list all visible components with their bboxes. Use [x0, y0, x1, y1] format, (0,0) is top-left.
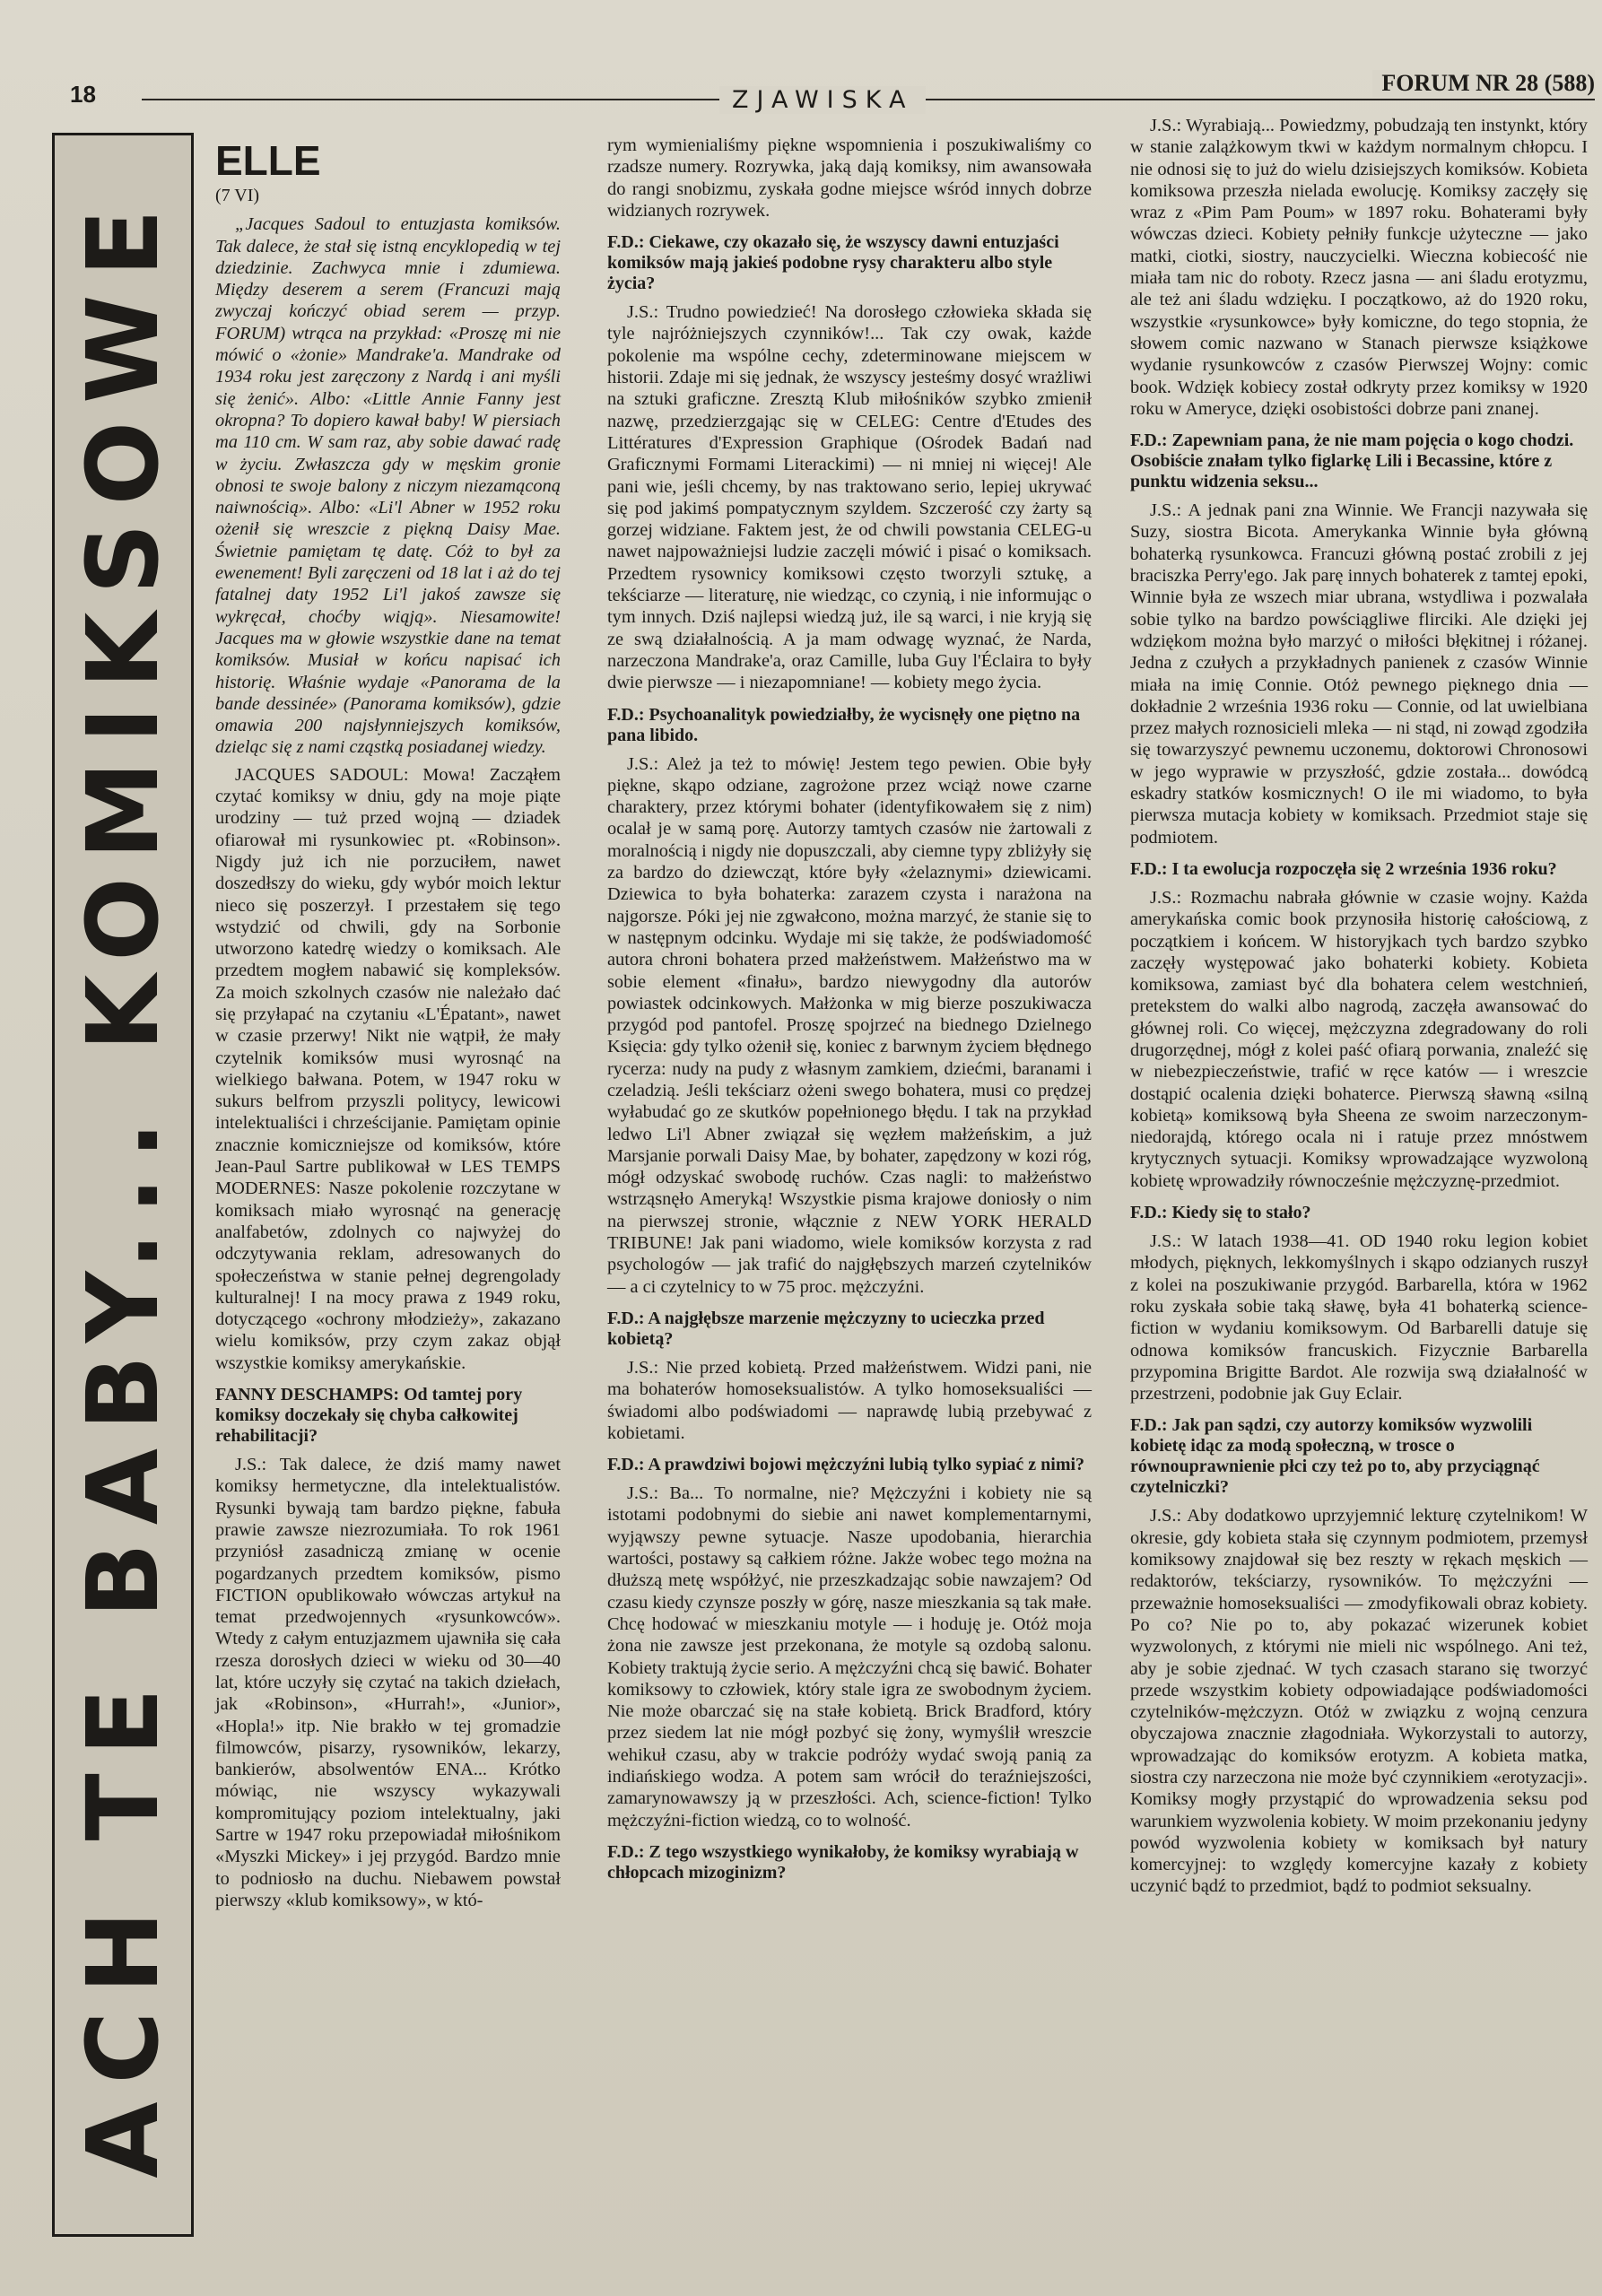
paragraph: J.S.: A jednak pani zna Winnie. We Francji nazywała się Suzy, siostra Bicota. Amerykanka Winnie była główną bohaterką rysunkowca. Francuzi główną postać zrobili z jej braciszka Perry'ego. Jak parę innych bohaterek z tamtej epoki, Winnie była ze wszech miar ubrana, wstydliwa i pozwalała sobie tylko na bardzo powściągliwe flirciki. Ale dzięki jej wdziękom można było marzyć o miłości błękitnej i różanej. Jedna z czułych a przykładnych panienek z czasów Winnie miała na imię Connie. Otóż pewnego pięknego dnia — dokładnie 2 września 1936 roku — Connie, od lat uwielbiana przez małych roznosicieli mleka — ni stąd, ni zowąd zgodziła się towarzyszyć pewnemu uczonemu, doktorowi Chronosowi w jego wyprawie w przyszłość, gdzie została... dowódcą eskadry statków kosmicznych! O ile mi wiadomo, to była pierwsza mutacja kobiety w komiksach. Przedmiot staje się podmiotem. [1130, 500, 1588, 848]
page-number: 18 [70, 81, 96, 108]
paragraph: J.S.: Aby dodatkowo uprzyjemnić lekturę czytelnikom! W okresie, gdy kobieta stała się czynnym podmiotem, przemysł komiksowy znajdował się bez reszty w rękach męskich — redaktorów, tekściarzy, rysowników. To mężczyźni — przeważnie homoseksualiści — zmodyfikowali obraz kobiety. Po co? Nie po to, aby pokazać wizerunek kobiet wyzwolonych, z którymi nie mieli nic wspólnego. Ani też, aby je sobie zjednać. W tych czasach starano się tworzyć przede wszystkim kobiety odpowiadające podświadomości czytelników-mężczyzn. Otóż w związku z wojną cenzura obyczajowa znacznie złagodniała. Wykorzystali to autorzy, wprowadzając do komiksów erotyzm. A kobieta matka, siostra czy narzeczona nie może być czynnikiem «erotyzacji». Komiksy mogły przystąpić do wprowadzenia seksu pod warunkiem wyzwolenia kobiety. W moim przekonaniu jedyny powód wyzwolenia kobiety w komiksach był natury komercyjnej: to względy komercyjne kazały z kobiety uczynić bądź to przedmiot, bądź to podmiot seksualny. [1130, 1506, 1588, 1897]
question: FANNY DESCHAMPS: Od tamtej pory komiksy doczekały się chyba całkowitej rehabilitacji? [215, 1385, 523, 1447]
page-header [70, 63, 1595, 117]
column-3 [1130, 115, 1588, 1903]
column-1 [215, 138, 561, 1917]
question: F.D.: Kiedy się to stało? [1130, 1203, 1311, 1223]
question: F.D.: I ta ewolucja rozpoczęła się 2 września 1936 roku? [1130, 858, 1557, 879]
question: F.D.: Zapewniam pana, że nie mam pojęcia o kogo chodzi. Osobiście znałam tylko figlarkę Lili i Becassine, które z punktu widzenia seksu... [1130, 430, 1574, 492]
paragraph: J.S.: Ależ ja też to mówię! Jestem tego pewien. Obie były piękne, skąpo odziane, zagrożone przez wciąż nowe czarne charaktery, przez którymi bohater (identyfikowałem się z nim) ocalał je w samą porę. Autorzy tamtych czasów nie żartowali z moralnością i nigdy nie dopuszczali, aby ciemne typy zbliżyły się za bardzo do dziewcząt, które były «żelaznymi» dziewicami. Dziewica to była bohaterka: zarazem czysta i narażona na najgorsze. Póki jej nie zgwałcono, można marzyć, że stanie się to w następnym odcinku. Wydaje mi się także, że podświadomość autora chroni bohatera przed małżeństwem. Małżeństwo ma w sobie element «finału», bardzo niewygodny dla autorów powiastek odcinkowych. Małżonka w mig bierze poszukiwacza przygód pod pantofel. Proszę spojrzeć na biednego Dzielnego Księcia: gdy tylko ożenił się, koniec z barwnym życiem błędnego rycerza: nudy na pudy z własnym zamkiem, dziećmi, baranami i czeladzią. Jeśli tekściarz ożeni swego bohatera, musi co prędzej wyłabudać go ze skutków popełnionego błędu. I tak na przykład ledwo Li'l Abner związał się węzłem małżeńskim, a już Marsjanie porwali Daisy Mae, by bohater, zapędzony w kozi róg, mógł odzyskać swobodę ruchów. Czas nagli: to małżeństwo wstrząsnęło Ameryką! Wszystkie pisma krajowe doniosły o nim na pierwszej stronie, włącznie z NEW YORK HERALD TRIBUNE! Jak pani wiadomo, wiele komiksów korzysta z rad psychologów — jak trafić do najgłębszych marzeń czytelników — a ci czytelnicy to w 75 proc. mężczyźni. [607, 753, 1092, 1297]
vertical-title-box [52, 133, 194, 2237]
question: F.D.: Jak pan sądzi, czy autorzy komiksów wyzwolili kobietę idąc za modą społeczną, w trosce o równouprawnienie płci czy też po to, aby przyciągnąć czytelniczki? [1130, 1415, 1540, 1498]
paragraph: rym wymienialiśmy piękne wspomnienia i poszukiwaliśmy co rzadsze numery. Rozrywka, jaką dają komiksy, nim awansowała do rangi snobizmu, zyskała godne miejsce wśród innych dobrze widzianych rozrywek. [607, 135, 1092, 221]
article-title: ACH TE BABY... KOMIKSOWE [65, 191, 180, 2179]
paragraph: JACQUES SADOUL: Mowa! Zacząłem czytać komiksy w dniu, gdy na moje piąte urodziny — tuż przed wojną — dziadek ofiarował mi rysunkowiec pt. «Robinson». Nigdy już ich nie porzuciłem, nawet doszedłszy do wieku, gdy wybór moich lektur nieco się poszerzył. I przestałem się tego wstydzić od chwili, gdy na Sorbonie utworzono katedrę wiedzy o komiksach. Ale przedtem mogłem nabawić się kompleksów. Za moich szkolnych czasów nie należało dać się przyłapać na czytaniu «L'Épatant», nawet w czasie przerwy! Nikt nie wątpił, że mały czytelnik komiksów musi wyrosnąć na wielkiego bałwana. Potem, w 1947 roku w sukurs belfrom przyszli politycy, lewicowi intelektualiści i chrześcijanie. Pamiętam opinie znacznie komiczniejsze od komiksów, które Jean-Paul Sartre publikował w LES TEMPS MODERNES: Nasze pokolenie rozczytane w komiksach miało wyrosnąć na generację analfabetów, zdolnych co najwyżej do odczytywania reklam, adresowanych do społeczeństwa w stanie pełnej degrengolady kulturalnej! I na mocy prawa z 1949 roku, dotyczącego «ochrony młodzieży», zakazano wielu komiksów, przy czym zakaz objął wszystkie komiksy amerykańskie. [215, 764, 561, 1373]
question: F.D.: Z tego wszystkiego wynikałoby, że komiksy wyrabiają w chłopcach mizoginizm? [607, 1841, 1079, 1883]
question: F.D.: Ciekawe, czy okazało się, że wszyscy dawni entuzjaści komiksów mają jakieś podobne rysy charakteru albo style życia? [607, 232, 1059, 294]
column-2 [607, 135, 1092, 1891]
question: F.D.: Psychoanalityk powiedziałby, że wycisnęły one piętno na pana libido. [607, 704, 1081, 745]
source-date: (7 VI) [215, 186, 260, 205]
paragraph: J.S.: Ba... To normalne, nie? Mężczyźni i kobiety nie są istotami podobnymi do siebie ani nawet komplementarnymi, wyjąwszy pewne sytuacje. Nasze upodobania, hierarchia wartości, postawy są całkiem różne. Jakże wobec tego można na dłuższą metę współżyć, nie przeszkadzając sobie nawzajem? Od czasu kiedy czynsze poszły w górę, nasze mieszkania są tak małe. Chcę hodować w mieszkaniu motyle — i hoduję je. Otóż moja żona nie zawsze jest przekonana, że motyle są ozdobą salonu. Kobiety traktują życie serio. A mężczyźni chcą się bawić. Bohater komiksowy to człowiek, który stale igra ze swobodnym życiem. Nie może obarczać się na stałe kobietą. Brick Bradford, który przez siedem lat nie mógł pozbyć się żony, wymyślił wreszcie wehikuł czasu, aby w trakcie podróży wydać swoją panią za indiańskiego wodza. A potem sam wrócił do teraźniejszości, zamarynowawszy ją w przeszłości. Ach, science-fiction! Tylko mężczyźni-fiction wiedzą, co to wolność. [607, 1483, 1092, 1831]
question: F.D.: A najgłębsze marzenie mężczyzny to ucieczka przed kobietą? [607, 1308, 1045, 1349]
paragraph: J.S.: W latach 1938—41. OD 1940 roku legion kobiet młodych, pięknych, lekkomyślnych i skąpo odzianych ruszył z kolei na poszukiwanie przygód. Barbarella, która w 1962 roku zyskała sobie taką sławę, była 41 bohaterką science-fiction w wydaniu komiksowym. Od Barbarelli datuje się odnowa komiksów francuskich. Fizycznie Barbarella przypomina Brigitte Bardot. Ale rozwija swą działalność w przestrzeni, podobnie jak Guy Eclair. [1130, 1231, 1588, 1405]
paragraph: J.S.: Wyrabiają... Powiedzmy, pobudzają ten instynkt, który w stanie zalążkowym tkwi w każdym normalnym chłopcu. I nie odnosi się to już do wielu dzisiejszych komiksów. Kobieta komiksowa przeszła nielada ewolucję. Komiksy zaczęły się wraz z «Pim Pam Poum» w 1897 roku. Bohaterami były wówczas dzieci. Kobiety pełniły funkcje użyteczne — jako matki, ciotki, siostry, nauczycielki. Wieczna kobiecość nie miała tam nic do roboty. Rzecz jasna — ani śladu erotyzmu, ale też ani śladu wdzięku. I początkowo, aż do 1920 roku, wszystkie «rysunkowce» były komiczne, do tego stopnia, że słowem comic nazwano w Stanach pierwsze książkowe wydanie rysunkowców z czasów Pierwszej Wojny: comic book. Wdzięk kobiecy został odkryty przez komiksy w 1920 roku w Ameryce, dzięki osobistości dobrze pani znanej. [1130, 116, 1588, 419]
section-label: ZJAWISKA [719, 86, 926, 114]
issue-label: FORUM NR 28 (588) [1372, 70, 1595, 97]
paragraph: J.S.: Trudno powiedzieć! Na dorosłego człowieka składa się tyle najróżniejszych czynników!... Tak czy owak, każde pokolenie ma wspólne cechy, zdeterminowane miejscem w historii. Zdaje mi się jednak, że wszyscy jesteśmy dosyć wrażliwi na sztuki graficzne. Zresztą Klub miłośników szybko zmienił nazwę, przedzierzgając się w CELEG: Centre d'Etudes des Littératures d'Expression Graphique (Ośrodek Badań nad Graficznymi Formami Literackimi) — ni mniej ni więcej! Ale pani wie, jeśli chcemy, by nas traktowano serio, lepiej ukrywać się pod jakimś pompatycznym szyldem. Szczerość czy żarty są gorzej widziane. Faktem jest, że od chwili powstania CELEG-u nawet najpoważniejsi ludzie zaczęli mówić i pisać o komiksach. Przedtem rysownicy komiksowi często tworzyli sztukę, a tekściarze — literaturę, nie wiedząc, co czynią, i nie informując o tym innych. Dziś najlepsi wiedzą już, ile są warci, i nie kryją się ze swą działalnością. A ja mam odwagę wyznać, że Narda, narzeczona Mandrake'a, oraz Camille, luba Guy l'Éclaira to były dwie pierwsze — i niezapomniane! — kobiety mego życia. [607, 302, 1092, 693]
paragraph: J.S.: Tak dalece, że dziś mamy nawet komiksy hermetyczne, dla intelektualistów. Rysunki bywają tam bardzo piękne, fabuła prawie zawsze niezrozumiała. To rok 1961 przyniósł zasadniczą zmianę w ocenie pogardzanych przedtem komiksów, pismo FICTION opublikowało wówczas artykuł na temat przedwojennych «rysunkowców». Wtedy z całym entuzjazmem ujawniła się cała rzesza dorosłych dzieci w wieku od 30—40 lat, które uczyły się czytać na takich dziełach, jak «Robinson», «Hurrah!», «Junior», «Hopla!» itp. Nie brakło w tej gromadzie filmowców, pisarzy, rysowników, lekarzy, bankierów, absolwentów ENA... Krótko mówiąc, nie wszyscy wykazywali kompromitujący poziom intelektualny, jaki Sartre w 1947 roku przepowiadał miłośnikom «Myszki Mickey» i jej przygód. Bardzo mnie to podniosło na duchu. Niebawem powstał pierwszy «klub komiksowy», w któ- [215, 1455, 561, 1910]
source-title: ELLE [215, 137, 321, 184]
paragraph: J.S.: Nie przed kobietą. Przed małżeństwem. Widzi pani, nie ma bohaterów homoseksualistów. A tylko homoseksualiści — świadomi albo podświadomi — naprawdę lubią przebywać z kobietami. [607, 1357, 1092, 1443]
intro-paragraph: „Jacques Sadoul to entuzjasta komiksów. Tak dalece, że stał się istną encyklopedią w tej dziedzinie. Zachwyca mnie i zdumiewa. Między deserem a serem (Francuzi mają zwyczaj kończyć obiad serem — przyp. FORUM) wtrąca na przykład: «Proszę mi nie mówić o «żonie» Mandrake'a. Mandrake od 1934 roku jest zaręczony z Nardą i ani myśli się żenić». Albo: «Little Annie Fanny jest okropna? To dopiero kawał baby! W piersiach ma 110 cm. W sam raz, aby sobie dawać radę w życiu. Zwłaszcza gdy w męskim gronie obnosi te swoje balony z niczym niezamąconą naiwnością». Albo: «Li'l Abner w 1952 roku ożenił się wreszcie z piękną Daisy Mae. Świetnie pamiętam tę datę. Cóż to był za ewenement! Byli zaręczeni od 18 lat i aż do tej fatalnej daty 1952 Li'l jakoś zawsze się wykręcał, choćby wiąją». Niesamowite! Jacques ma w głowie wszystkie dane na temat komiksów. Musiał w końcu napisać ich historię. Właśnie wydaje «Panorama de la bande dessinée» (Panorama komiksów), gdzie omawia 200 najsłynniejszych komiksów, dzieląc się z nami cząstką posiadanej wiedzy. [215, 214, 561, 758]
question: F.D.: A prawdziwi bojowi mężczyźni lubią tylko sypiać z nimi? [607, 1455, 1085, 1475]
paragraph: J.S.: Rozmachu nabrała głównie w czasie wojny. Każda amerykańska comic book przynosiła historię całościową, z początkiem i końcem. W historyjkach tych bardzo szybko zaczęły występować jako bohaterki kobiety. Kobieta komiksowa, zamiast być dla bohatera celem westchnień, pretekstem do walki albo nagrodą, zaczęła awansować do głównej roli. Co więcej, mężczyzna zdegradowany do roli drugorzędnej, mógł z kolei paść ofiarą porwania, znaleźć się w niebezpieczeństwie, trafić w ręce katów — i wreszcie dostąpić ocalenia dzięki bohaterce. Pierwszą sławną «silną kobietą» komiksową była Sheena ze swoim narzeczonym-niedorajdą, którego ocala ni i ratuje przez mnóstwem krytycznych sytuacji. Komiksy wprowadzające wyzwoloną kobietę wprowadziły równocześnie mężczyznę-przedmiot. [1130, 887, 1588, 1191]
